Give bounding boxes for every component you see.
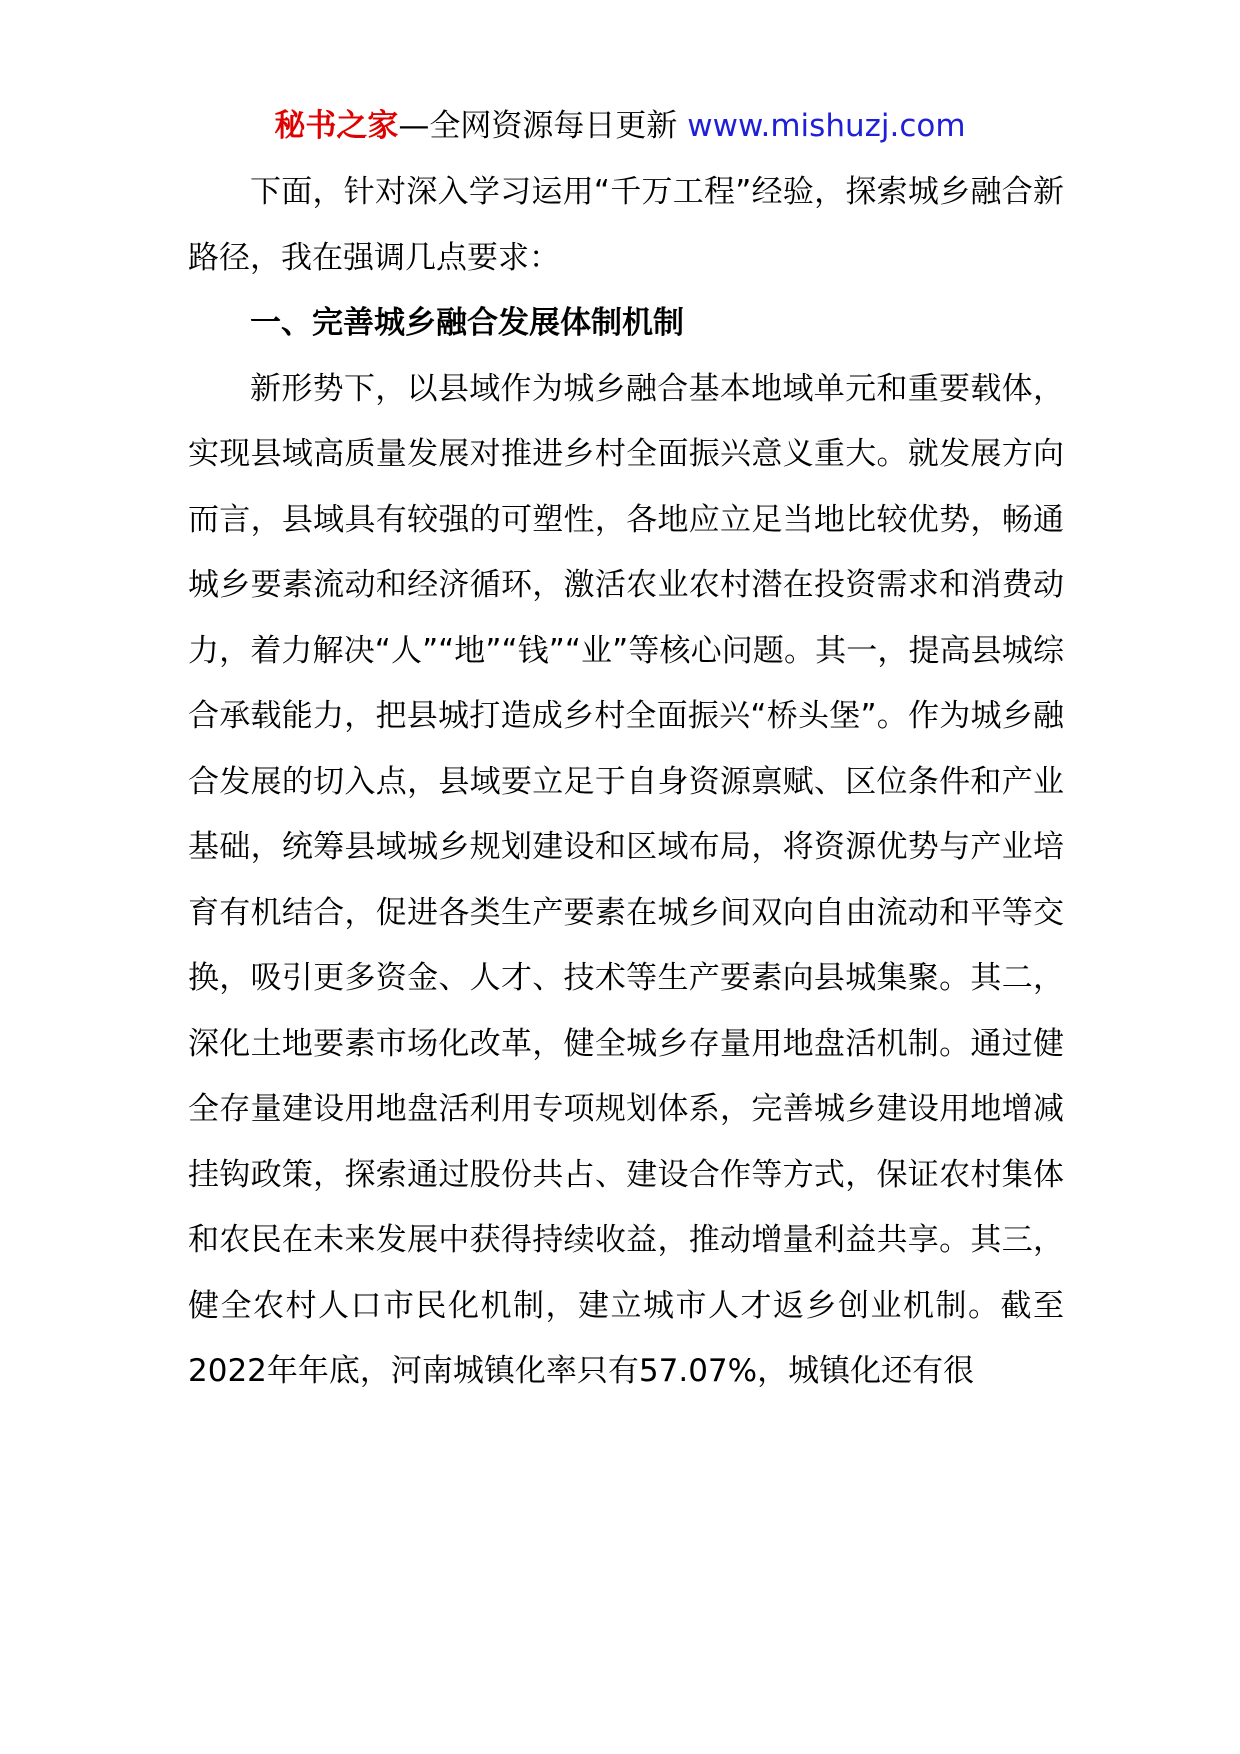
intro-paragraph: 下面，针对深入学习运用“千万工程”经验，探索城乡融合新路径，我在强调几点要求： — [188, 174, 1064, 276]
header-slogan: —全网资源每日更新 — [398, 108, 678, 144]
document-body — [188, 160, 1064, 1405]
site-url-link[interactable]: www.mishuzj.com — [687, 108, 966, 144]
section-heading: 一、完善城乡融合发展体制机制 — [250, 305, 684, 341]
page-header — [0, 104, 1240, 148]
brand-name: 秘书之家 — [274, 108, 399, 144]
body-paragraph: 新形势下，以县域作为城乡融合基本地域单元和重要载体，实现县域高质量发展对推进乡村全面振兴意义重大。就发展方向而言，县域具有较强的可塑性，各地应立足当地比较优势，畅通城乡要素流动和经济循环，激活农业农村潜在投资需求和消费动力，着力解决“人”“地”“钱”“业”等核心问题。其一，提高县城综合承载能力，把县城打造成乡村全面振兴“桥头堡”。作为城乡融合发展的切入点，县域要立足于自身资源禀赋、区位条件和产业基础，统筹县域城乡规划建设和区域布局，将资源优势与产业培育有机结合，促进各类生产要素在城乡间双向自由流动和平等交换，吸引更多资金、人才、技术等生产要素向县城集聚。其二，深化土地要素市场化改革，健全城乡存量用地盘活机制。通过健全存量建设用地盘活利用专项规划体系，完善城乡建设用地增减挂钩政策，探索通过股份共占、建设合作等方式，保证农村集体和农民在未来发展中获得持续收益，推动增量利益共享。其三，健全农村人口市民化机制，建立城市人才返乡创业机制。截至2022年年底，河南城镇化率只有57.07%，城镇化还有很 — [188, 370, 1064, 1389]
